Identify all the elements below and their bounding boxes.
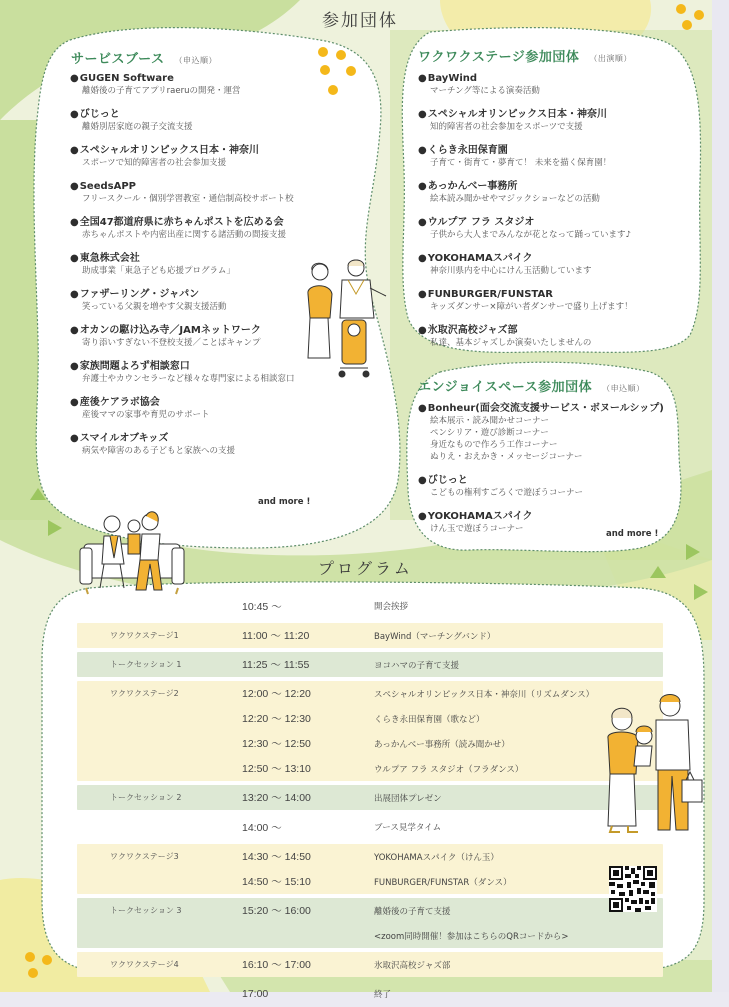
list-item: ● くらき永田保育園 子育て・街育て・夢育て！ 未来を描く保育園！ [418, 144, 633, 169]
list-item: ● びじっと こどもの権利すごろくで遊ぼうコーナー [418, 474, 664, 499]
stage-heading [418, 46, 632, 65]
stage-note: （出演順） [589, 54, 632, 63]
list-item: ● あっかんべー事務所 絵本読み聞かせやマジックショーなどの活動 [418, 180, 633, 205]
talk-band [77, 898, 663, 948]
decor-dot [694, 10, 704, 20]
list-item: ● 氷取沢高校ジャズ部 私達、基本ジャズしか演奏いたしませんの [418, 324, 633, 349]
table-row [77, 923, 663, 948]
family-sofa-illustration [80, 508, 184, 596]
decor-dot [28, 968, 38, 978]
list-item: ● スマイルオブキッズ 病気や障害のある子どもと家族への支援 [70, 432, 295, 457]
window-edge [712, 0, 729, 992]
enjoy-note: （申込順） [602, 384, 645, 393]
list-item: ● びじっと 離婚別居家庭の親子交流支援 [70, 108, 295, 133]
list-item: ● 全国47都道府県に赤ちゃんポストを広める会 赤ちゃんポストや内密出産に関する諸活動の間接支援 [70, 216, 295, 241]
table-row: トークセッション 1 11:25 ～ 11:55 ヨコハマの子育て支援 [110, 659, 460, 671]
talk-band [77, 652, 663, 677]
list-item: ● SeedsAPP フリースクール・個別学習教室・通信制高校サポート校 [70, 180, 295, 205]
booth-heading-text: サービスブース [71, 52, 165, 67]
table-row: ワクワクステージ2 12:00 ～ 12:20 スペシャルオリンピックス日本・神奈川（リズムダンス） [110, 688, 595, 700]
stage-heading-text: ワクワクステージ参加団体 [418, 50, 580, 65]
family-standing-illustration [598, 690, 704, 840]
list-item: ● オカンの駆け込み寺／JAMネットワーク 寄り添いすぎない不登校支援／ことばキャンプ [70, 324, 295, 349]
list-item: ● BayWind マーチング等による演奏活動 [418, 72, 633, 97]
booth-heading [71, 48, 217, 67]
talk-band [77, 785, 663, 810]
list-item: ● Bonheur(面会交流支援サービス・ボヌールシップ) 絵本展示・読み聞かせコーナー ペンシリア・遊び診断コーナー 身近なもので作ろう工作コーナー ぬりえ・おえかき・メッセージコーナー [418, 402, 664, 463]
zoom-link-note: <zoom同時開催！参加はこちらのQRコードから> [374, 931, 569, 942]
family-stroller-illustration [300, 258, 390, 380]
booth-list [70, 72, 295, 468]
table-row: 12:20 ～ 12:30 くらき永田保育園（歌など） [242, 713, 485, 725]
list-item: ● ウルプア フラ スタジオ 子供から大人までみんなが花となって踊っています♪ [418, 216, 633, 241]
decor-dot [346, 66, 356, 76]
table-row: ワクワクステージ4 16:10 ～ 17:00 氷取沢高校ジャズ部 [110, 959, 451, 971]
table-row: トークセッション 3 15:20 ～ 16:00 離婚後の子育て支援 [110, 905, 451, 917]
qr-code-icon[interactable] [609, 866, 657, 912]
table-row: 14:50 ～ 15:10 FUNBURGER/FUNSTAR（ダンス） [242, 876, 512, 888]
decor-dot [320, 65, 330, 75]
table-row: 10:45 ～ 開会挨拶 [242, 600, 409, 613]
list-item: ● FUNBURGER/FUNSTAR キッズダンサー×障がい者ダンサーで盛り上げます！ [418, 288, 633, 313]
list-item: ● ファザーリング・ジャパン 笑っている父親を増やす父親支援活動 [70, 288, 295, 313]
table-row: 12:30 ～ 12:50 あっかんべー事務所（読み聞かせ） [242, 738, 510, 750]
stage-band [77, 681, 663, 781]
stage-band [77, 844, 663, 894]
list-item: ● 産後ケアラボ協会 産後ママの家事や育児のサポート [70, 396, 295, 421]
enjoy-list [418, 402, 664, 546]
decor-dot [336, 50, 346, 60]
table-row: 17:00 終了 [242, 988, 392, 1000]
decor-dot [328, 85, 338, 95]
decor-dot [676, 4, 686, 14]
program-title: プログラム [318, 559, 413, 578]
stage-list [418, 72, 633, 360]
table-row: トークセッション 2 13:20 ～ 14:00 出展団体プレゼン [110, 792, 442, 804]
decor-dot [42, 955, 52, 965]
booth-note: （申込順） [174, 56, 217, 65]
table-row: 14:00 ～ ブース見学タイム [242, 821, 442, 834]
table-row: 12:50 ～ 13:10 ウルプア フラ スタジオ（フラダンス） [242, 763, 524, 775]
program-table [77, 593, 663, 1007]
list-item: ● YOKOHAMAスパイク 神奈川県内を中心にけん玉活動しています [418, 252, 633, 277]
page-title: 参加団体 [322, 11, 398, 31]
table-row: ワクワクステージ3 14:30 ～ 14:50 YOKOHAMAスパイク（けん玉） [110, 851, 499, 863]
booth-and-more: and more ! [258, 497, 311, 507]
decor-dot [318, 47, 328, 57]
stage-band [77, 952, 663, 977]
enjoy-heading [418, 376, 645, 395]
list-item: ● スペシャルオリンピックス日本・神奈川 知的障害者の社会参加をスポーツで支援 [418, 108, 633, 133]
enjoy-and-more: and more ! [606, 529, 659, 539]
list-item: ● GUGEN Software 離婚後の子育てアプリraeruの開発・運営 [70, 72, 295, 97]
enjoy-heading-text: エンジョイスペース参加団体 [418, 380, 593, 395]
list-item: ● スペシャルオリンピックス日本・神奈川 スポーツで知的障害者の社会参加支援 [70, 144, 295, 169]
list-item: ● 東急株式会社 助成事業「東急子ども応援プログラム」 [70, 252, 295, 277]
decor-dot [25, 952, 35, 962]
table-row: ワクワクステージ1 11:00 ～ 11:20 BayWind（マーチングバンド） [110, 630, 496, 642]
decor-dot [682, 20, 692, 30]
stage-band [77, 623, 663, 648]
list-item: ● YOKOHAMAスパイク けん玉で遊ぼうコーナー [418, 510, 664, 535]
list-item: ● 家族問題よろず相談窓口 弁護士やカウンセラーなど様々な専門家による相談窓口 [70, 360, 295, 385]
